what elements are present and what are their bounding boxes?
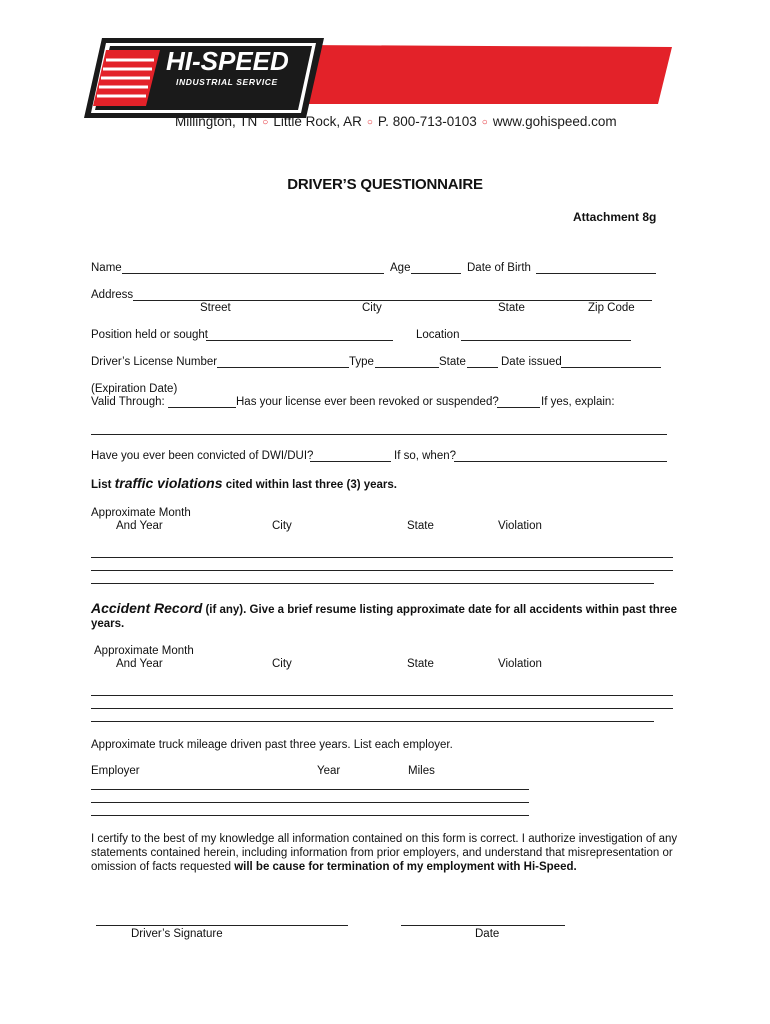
dwi-label: Have you ever been convicted of DWI/DUI?: [91, 450, 314, 462]
revoked-field[interactable]: [497, 407, 540, 408]
if-so-label: If so, when?: [394, 450, 457, 462]
accidents-heading-cont: years.: [91, 618, 125, 630]
violations-col-month-2: And Year: [116, 520, 163, 532]
bullet-icon: ○: [262, 116, 269, 128]
logo-text: HI-SPEED: [166, 46, 289, 76]
license-state-label: State: [439, 356, 466, 368]
if-so-field[interactable]: [454, 461, 667, 462]
name-field[interactable]: [122, 273, 384, 274]
state-label: State: [498, 302, 525, 314]
revoked-label: Has your license ever been revoked or suspended?: [236, 396, 499, 408]
position-label: Position held or sought: [91, 329, 208, 341]
accidents-heading: [91, 601, 677, 617]
accidents-col-city: City: [272, 658, 292, 670]
certify-line-3: [91, 860, 691, 874]
type-field[interactable]: [375, 367, 439, 368]
explain-line[interactable]: [91, 434, 667, 435]
accidents-line-1[interactable]: [91, 695, 673, 696]
expiration-label: (Expiration Date): [91, 383, 178, 395]
violations-heading: [91, 476, 397, 492]
age-field[interactable]: [411, 273, 461, 274]
accidents-line-3[interactable]: [91, 721, 654, 722]
mileage-col-year: Year: [317, 765, 341, 777]
age-label: Age: [390, 262, 411, 274]
valid-through-field[interactable]: [168, 407, 236, 408]
certify-line-3-pre: omission of facts requested: [91, 861, 235, 873]
signature-date-field[interactable]: [401, 925, 565, 926]
license-label: Driver’s License Number: [91, 356, 218, 368]
accidents-heading-emph: Accident Record: [91, 600, 203, 616]
dob-label: Date of Birth: [467, 262, 531, 274]
contact-phone: P. 800-713-0103: [377, 114, 477, 129]
mileage-line-1[interactable]: [91, 789, 529, 790]
certify-line-3-bold: will be cause for termination of my employment with Hi-Speed.: [234, 861, 577, 873]
license-state-field[interactable]: [467, 367, 498, 368]
contact-line: [175, 114, 617, 129]
name-label: Name: [91, 262, 122, 274]
signature-date-label: Date: [475, 928, 500, 940]
violations-heading-emph: traffic violations: [114, 475, 223, 491]
mileage-line-3[interactable]: [91, 815, 529, 816]
address-label: Address: [91, 289, 134, 301]
violations-col-city: City: [272, 520, 292, 532]
location-field[interactable]: [461, 340, 631, 341]
violations-heading-post: cited within last three (3) years.: [222, 479, 398, 491]
contact-website[interactable]: www.gohispeed.com: [492, 114, 617, 129]
certification-text: [91, 832, 691, 874]
if-yes-label: If yes, explain:: [541, 396, 615, 408]
violations-line-3[interactable]: [91, 583, 654, 584]
attachment-label: Attachment 8g: [573, 210, 657, 224]
location-label: Location: [416, 329, 460, 341]
license-field[interactable]: [217, 367, 349, 368]
accidents-col-month-2: And Year: [116, 658, 163, 670]
driver-signature-field[interactable]: [96, 925, 348, 926]
city-label: City: [362, 302, 382, 314]
accidents-col-state: State: [407, 658, 434, 670]
date-issued-field[interactable]: [561, 367, 661, 368]
date-issued-label: Date issued: [501, 356, 562, 368]
violations-line-2[interactable]: [91, 570, 673, 571]
accidents-col-month-1: Approximate Month: [94, 645, 194, 657]
mileage-intro: Approximate truck mileage driven past three years. List each employer.: [91, 739, 453, 751]
driver-signature-label: Driver’s Signature: [131, 928, 223, 940]
violations-line-1[interactable]: [91, 557, 673, 558]
bullet-icon: ○: [366, 116, 373, 128]
certify-line-1: I certify to the best of my knowledge all information contained on this form is correct. I authorize investigation of any: [91, 833, 678, 845]
mileage-col-employer: Employer: [91, 765, 140, 777]
contact-city-1: Millington, TN: [175, 114, 258, 129]
bullet-icon: ○: [481, 116, 488, 128]
violations-col-state: State: [407, 520, 434, 532]
dob-field[interactable]: [536, 273, 656, 274]
position-field[interactable]: [206, 340, 393, 341]
type-label: Type: [349, 356, 374, 368]
mileage-line-2[interactable]: [91, 802, 529, 803]
accidents-heading-post: (if any). Give a brief resume listing approximate date for all accidents within past three: [202, 604, 678, 616]
violations-heading-pre: List: [91, 479, 115, 491]
valid-through-label: Valid Through:: [91, 396, 165, 408]
header-banner: [0, 0, 770, 140]
page-title: DRIVER’S QUESTIONNAIRE: [287, 176, 483, 193]
accidents-col-violation: Violation: [498, 658, 542, 670]
certify-line-2: statements contained herein, including information from prior employers, and understand that misrepresentation or: [91, 847, 673, 859]
contact-city-2: Little Rock, AR: [273, 114, 362, 129]
mileage-col-miles: Miles: [408, 765, 435, 777]
zip-label: Zip Code: [588, 302, 635, 314]
violations-col-violation: Violation: [498, 520, 542, 532]
dwi-field[interactable]: [310, 461, 391, 462]
violations-col-month-1: Approximate Month: [91, 507, 191, 519]
accidents-line-2[interactable]: [91, 708, 673, 709]
logo-subtext: INDUSTRIAL SERVICE: [176, 77, 278, 87]
street-label: Street: [200, 302, 231, 314]
